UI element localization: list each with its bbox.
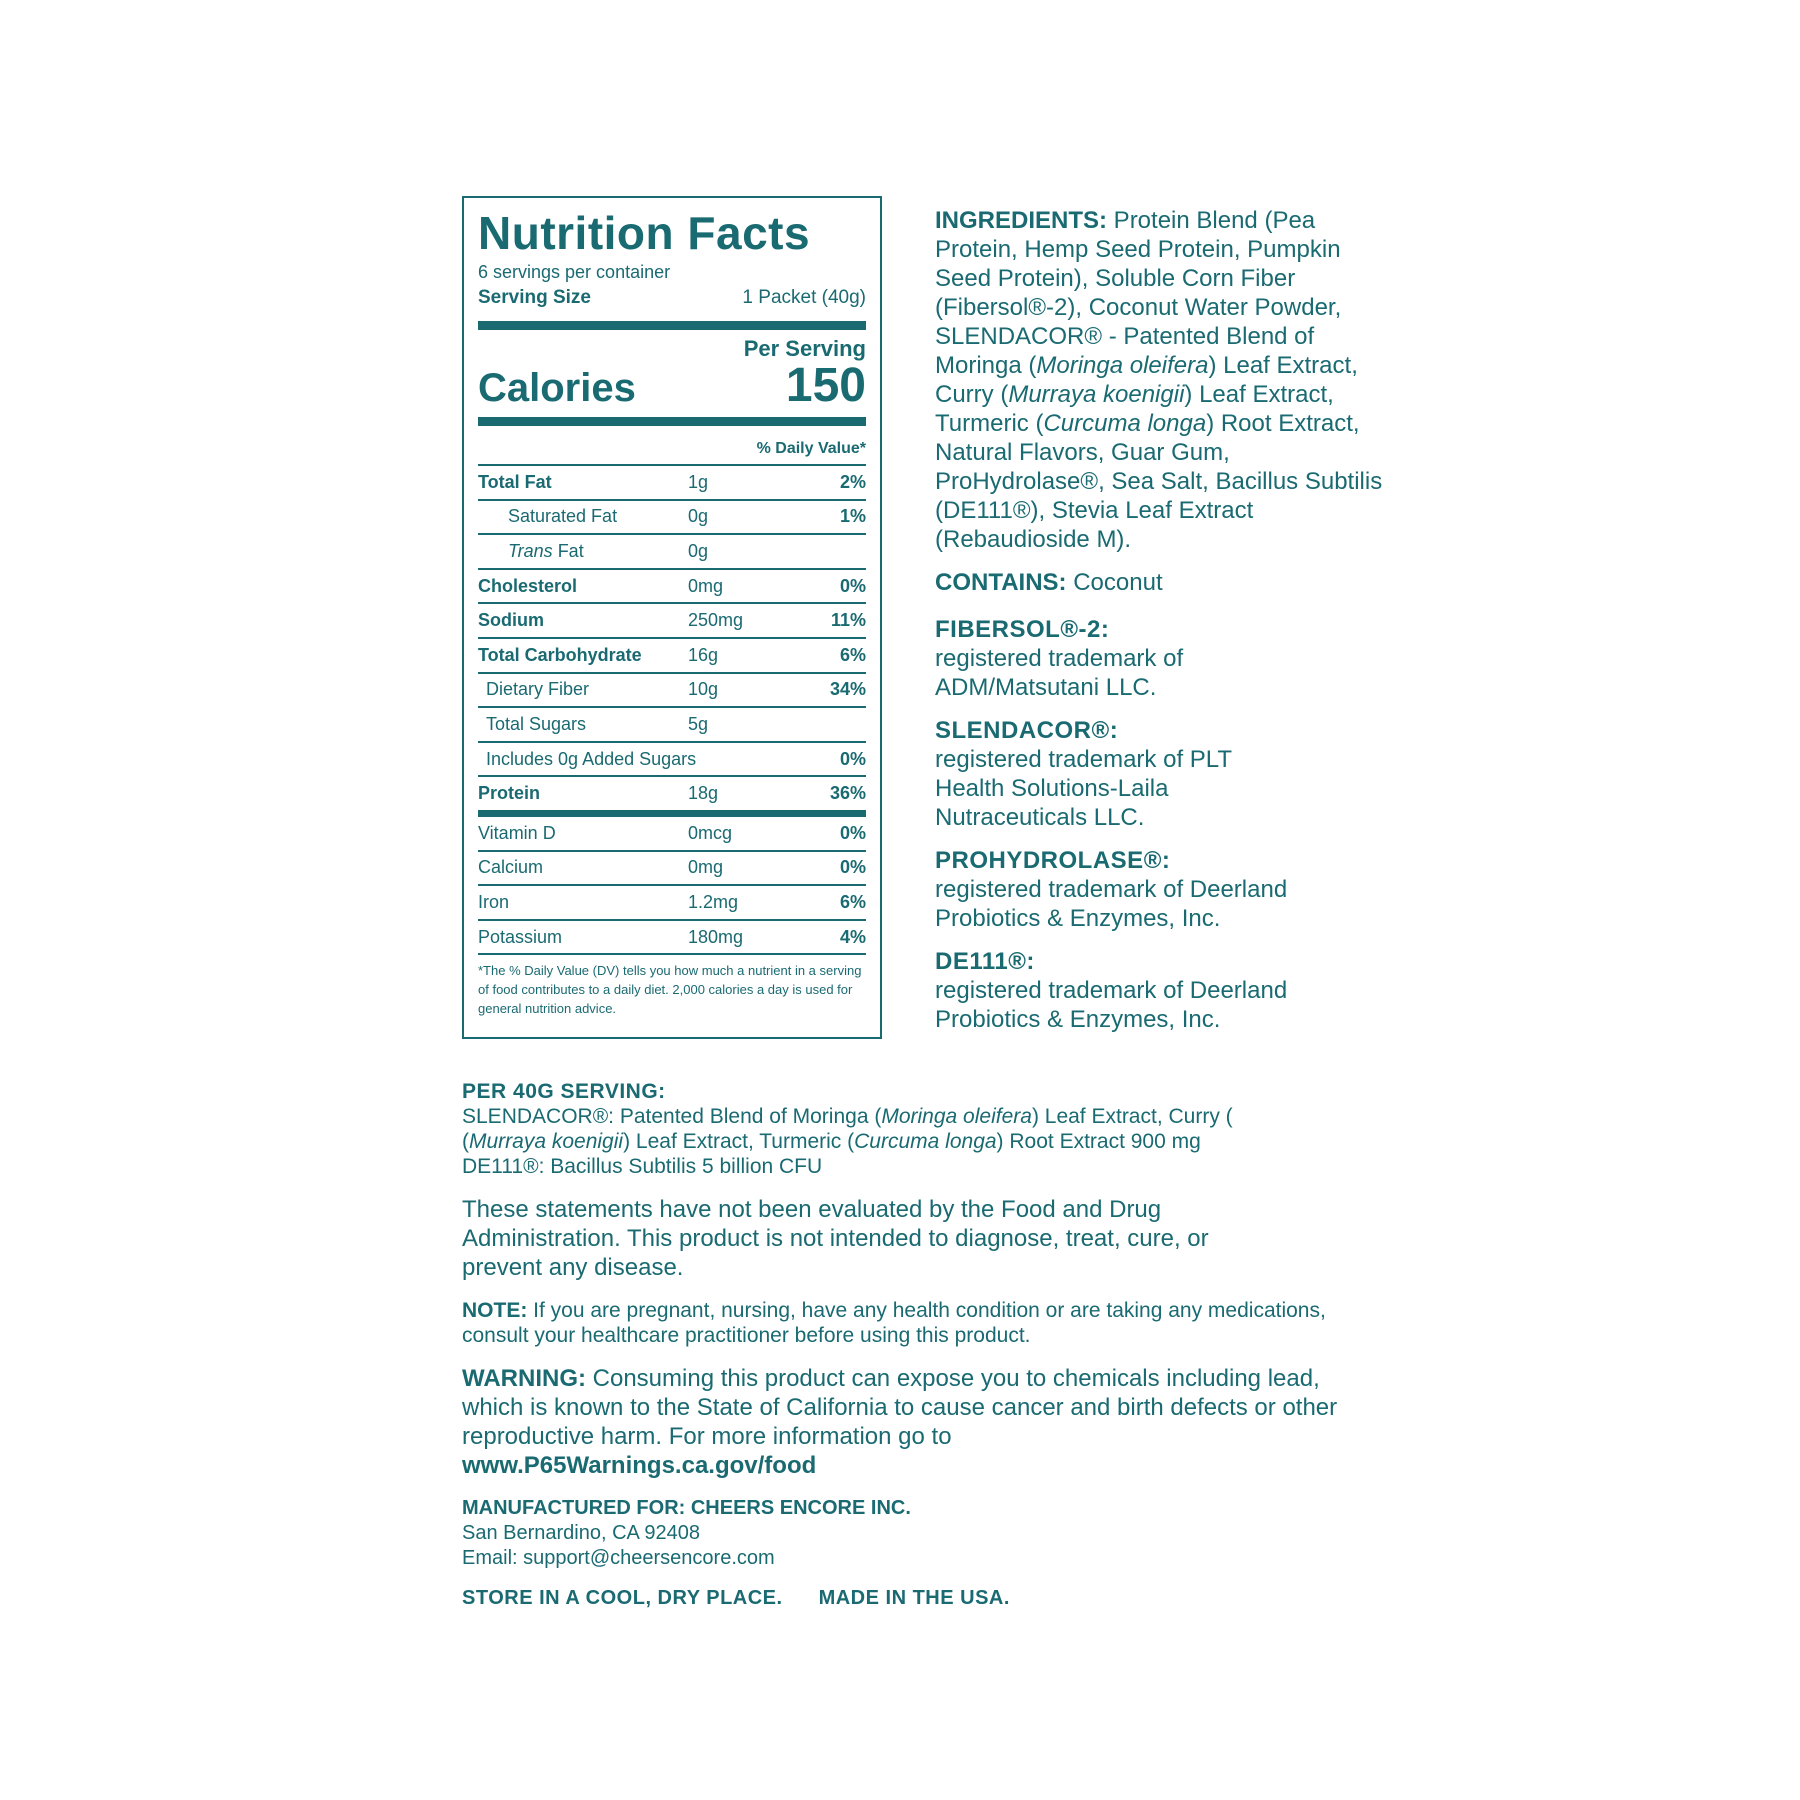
storage-line (462, 1587, 1382, 1610)
ingredients-text: ) Leaf Extract, Curry ( (935, 352, 1358, 408)
ingredients-text: Protein Blend (Pea Protein, Hemp Seed Protein, Pumpkin Seed Protein), Soluble Corn Fiber (Fibersol®-2), Coconut Water Powder, SLENDACOR® - Patented Blend of Moringa ( (935, 207, 1342, 379)
serving-size-label: Serving Size (478, 287, 591, 308)
trademark-head: DE111®: (935, 948, 1035, 975)
nutrient-name: Calcium (478, 857, 544, 878)
nutrient-row-total-fat (478, 466, 866, 501)
per-serving-text: ) Leaf Extract, Turmeric ( (623, 1130, 855, 1153)
divider-thick (478, 321, 866, 330)
nutrient-dv: 0% (839, 575, 866, 596)
origin-text: MADE IN THE USA. (818, 1587, 1010, 1609)
nutrient-amount: 1g (688, 471, 709, 492)
per-serving-text: ) Root Extract 900 mg (996, 1130, 1201, 1153)
trademark-head: FIBERSOL®-2: (935, 616, 1110, 643)
trademark-body: registered trademark of PLT Health Solutions-Laila Nutraceuticals LLC. (935, 746, 1232, 831)
servings-per-container: 6 servings per container (478, 262, 671, 282)
calories-row (478, 358, 866, 413)
per-serving-italic: Moringa oleifera (881, 1105, 1032, 1128)
nutrient-name: Includes 0g Added Sugars (486, 748, 697, 769)
calories-value: 150 (785, 359, 866, 412)
contains-line (935, 568, 1385, 597)
trademark-head: SLENDACOR®: (935, 717, 1119, 744)
nutrient-amount: 180mg (688, 926, 744, 947)
contains-label: CONTAINS: (935, 569, 1067, 596)
warning-paragraph (462, 1364, 1362, 1480)
nutrient-row-total-carbohydrate (478, 639, 866, 674)
ingredients-text: ) Leaf Extract, Turmeric ( (935, 381, 1334, 437)
nutrient-name: Protein (478, 783, 541, 804)
nutrient-amount: 10g (688, 679, 719, 700)
manufacturer-email[interactable]: Email: support@cheersencore.com (462, 1547, 775, 1569)
ingredients-italic: Curcuma longa (1043, 410, 1207, 437)
nutrient-name: Iron (478, 891, 510, 912)
trademark-head: PROHYDROLASE®: (935, 847, 1171, 874)
manufacturer-head: MANUFACTURED FOR: CHEERS ENCORE INC. (462, 1497, 911, 1519)
nutrient-row-sodium (478, 604, 866, 639)
nutrient-row-iron (478, 886, 866, 921)
per-serving-text: SLENDACOR®: Patented Blend of Moringa ( (462, 1105, 882, 1128)
per-serving-italic: Curcuma longa (854, 1130, 997, 1153)
nutrition-facts-title: Nutrition Facts (478, 207, 811, 259)
fda-statement: These statements have not been evaluated by the Food and Drug Administration. This product is not intended to diagnose, treat, cure, or prevent any disease. (462, 1196, 1209, 1281)
per-serving-line: SLENDACOR®: Patented Blend of Moringa (Moringa oleifera) Leaf Extract, Curry ( (Murraya koenigii) Leaf Extract, Turmeric (Curcuma longa) Root Extract 900 mg DE111®: Bacillus Subtilis 5 billion CFU (462, 1105, 1233, 1178)
contains-value: Coconut (1066, 569, 1163, 596)
serving-size-row (478, 287, 866, 309)
nutrient-row-cholesterol (478, 570, 866, 605)
nutrient-amount: 0mcg (688, 822, 733, 843)
nutrient-row-dietary-fiber (478, 674, 866, 709)
ingredients-italic: Moringa oleifera (1036, 352, 1209, 379)
note-text: If you are pregnant, nursing, have any health condition or are taking any medications, consult your healthcare practitioner before using this product. (462, 1299, 1326, 1347)
nutrient-row-calcium (478, 852, 866, 887)
daily-value-footnote: *The % Daily Value (DV) tells you how much a nutrient in a serving of food contributes to a daily diet. 2,000 calories a day is used for general nutrition advice. (478, 963, 862, 1017)
nutrient-name (478, 541, 688, 562)
nutrient-dv: 1% (839, 506, 866, 527)
nutrient-name: Total Carbohydrate (478, 644, 642, 665)
nutrient-name: Dietary Fiber (486, 679, 590, 700)
daily-value-header: % Daily Value* (478, 440, 866, 466)
nutrient-amount: 0mg (688, 857, 724, 878)
nutrient-name: Total Fat (478, 471, 552, 492)
nutrient-dv: 0% (839, 748, 866, 769)
manufacturer-address: San Bernardino, CA 92408 (462, 1522, 700, 1544)
trans-rest: Fat (552, 540, 584, 561)
nutrition-facts-panel (462, 196, 882, 1039)
nutrient-row-trans-fat (478, 535, 866, 570)
nutrient-row-saturated-fat (478, 501, 866, 536)
nutrient-dv: 6% (839, 891, 866, 912)
nutrient-name: Total Sugars (486, 713, 587, 734)
warning-url[interactable]: www.P65Warnings.ca.gov/food (462, 1452, 817, 1479)
warning-text: Consuming this product can expose you to chemicals including lead, which is known to the State of California to cause cancer and birth defects or other reproductive harm. For more information go to (462, 1365, 1338, 1450)
trademark-body: registered trademark of ADM/Matsutani LLC. (935, 645, 1184, 701)
trans-italic: Trans (508, 540, 553, 561)
nutrient-dv: 0% (839, 822, 866, 843)
nutrient-row-added-sugars (478, 743, 866, 778)
ingredients-label: INGREDIENTS: (935, 207, 1108, 234)
nutrient-amount: 16g (688, 644, 719, 665)
per-serving-label: Per Serving (743, 336, 866, 361)
nutrient-name: Cholesterol (478, 575, 578, 596)
serving-size-value: 1 Packet (40g) (742, 287, 866, 308)
note-label: NOTE: (462, 1299, 528, 1322)
nutrient-amount: 1.2mg (688, 891, 739, 912)
nutrient-dv: 4% (839, 926, 866, 947)
nutrient-dv: 34% (829, 679, 866, 700)
manufacturer-block (462, 1496, 1382, 1571)
note-paragraph (462, 1298, 1362, 1348)
nutrient-dv: 11% (830, 610, 866, 631)
divider-thick (478, 417, 866, 426)
nutrient-name: Potassium (478, 926, 563, 947)
bottom-block (462, 1080, 1382, 1610)
nutrient-amount: 250mg (688, 610, 744, 631)
nutrient-row-total-sugars (478, 708, 866, 743)
nutrient-dv: 36% (829, 783, 866, 804)
nutrient-name: Saturated Fat (508, 506, 618, 527)
nutrient-name: Sodium (478, 610, 544, 631)
ingredients-text: ) Root Extract, Natural Flavors, Guar Gum, ProHydrolase®, Sea Salt, Bacillus Subtilis (DE111®), Stevia Leaf Extract (Rebaudioside M). (935, 410, 1383, 553)
calories-label: Calories (478, 366, 636, 410)
nutrient-amount: 18g (688, 783, 719, 804)
nutrient-amount: 0g (688, 506, 709, 527)
trademark-body: registered trademark of Deerland Probiotics & Enzymes, Inc. (935, 876, 1288, 932)
nutrient-dv: 2% (839, 471, 866, 492)
per-serving-text: ) Leaf Extract, Curry ( (1031, 1105, 1233, 1128)
nutrient-row-vitamin-d (478, 817, 866, 852)
nutrient-amount: 5g (688, 713, 709, 734)
ingredients-column (935, 206, 1385, 1034)
ingredients-italic: Murraya koenigii (1008, 381, 1185, 408)
per-serving-text: DE111®: Bacillus Subtilis 5 billion CFU (462, 1155, 823, 1178)
trademark-body: registered trademark of Deerland Probiotics & Enzymes, Inc. (935, 977, 1288, 1033)
ingredients-paragraph (935, 206, 1385, 554)
per-serving-italic: Murraya koenigii (469, 1130, 624, 1153)
storage-text: STORE IN A COOL, DRY PLACE. (462, 1587, 783, 1609)
nutrient-amount: 0mg (688, 575, 724, 596)
nutrient-dv: 0% (839, 857, 866, 878)
nutrient-name: Vitamin D (478, 822, 556, 843)
nutrient-row-potassium (478, 921, 866, 956)
nutrient-amount: 0g (688, 540, 709, 561)
nutrient-row-protein (478, 777, 866, 817)
per-serving-head: PER 40G SERVING: (462, 1080, 666, 1103)
nutrient-dv: 6% (839, 644, 866, 665)
warning-label: WARNING: (462, 1365, 586, 1392)
